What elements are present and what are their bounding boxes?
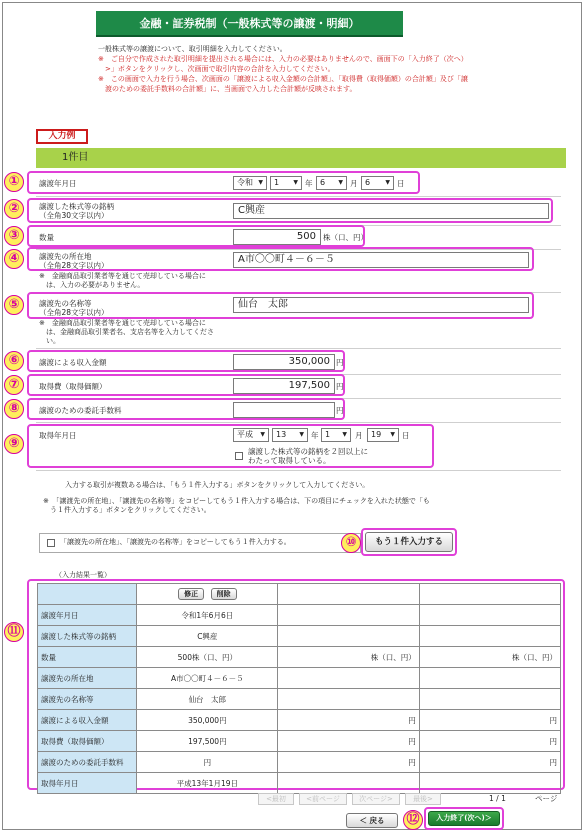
buyer-name-label: 譲渡先の名称等: [39, 299, 92, 308]
buyer-name-note: ※ 金融商品取引業者等を通じて売却している場合に: [39, 319, 206, 327]
acquisition-era-select[interactable]: 平成 ▼: [233, 428, 269, 442]
section-header: 1件目: [36, 148, 566, 168]
proceeds-label: 譲渡による収入金額: [39, 358, 107, 367]
buyer-name-note: は、金融商品取引業者名、支店名等を入力してくださ: [39, 328, 214, 336]
intro-note: ※ この画面で入力を行う場合、次画面の「譲渡による収入金額の合計額」、「取得費（取得価額）の合計額」及び「譲: [98, 75, 468, 83]
next-page-button[interactable]: 次ページ>: [352, 793, 400, 805]
table-cell: [278, 626, 419, 647]
page-frame: [2, 2, 582, 830]
acquisition-day-select[interactable]: 19 ▼: [367, 428, 399, 442]
stock-name-label: 譲渡した株式等の銘柄: [39, 202, 114, 211]
marker-5: ⑤: [4, 295, 24, 315]
example-label: 入力例: [36, 129, 88, 144]
intro-note: ※ ご自分で作成された取引明細を提出される場合には、入力の必要はありませんので、画面下の「入力終了（次へ）: [98, 55, 468, 63]
table-cell: 197,500円: [137, 731, 278, 752]
commission-input[interactable]: [233, 402, 335, 418]
cost-unit: 円: [336, 382, 344, 391]
intro-note: 渡のための委託手数料の合計額」に、当画面で入力した合計額が反映されます。: [98, 85, 357, 93]
marker-7: ⑦: [4, 375, 24, 395]
table-cell: 円: [419, 752, 560, 773]
table-cell: [419, 689, 560, 710]
buyer-address-label: 譲渡先の所在地: [39, 252, 92, 261]
table-row: [38, 731, 561, 752]
table-row: [38, 584, 561, 605]
table-cell: [419, 668, 560, 689]
marker-8: ⑧: [4, 399, 24, 419]
buyer-address-note: ※ 金融商品取引業者等を通じて売却している場合に: [39, 272, 206, 280]
results-table: [37, 583, 561, 794]
chevron-down-icon: ▼: [385, 179, 390, 186]
table-cell: 株（口、円）: [419, 647, 560, 668]
commission-unit: 円: [336, 406, 344, 415]
table-cell: [419, 773, 560, 794]
buyer-address-note: は、入力の必要がありません。: [39, 281, 145, 289]
add-another-button[interactable]: もう１件入力する: [365, 532, 453, 552]
table-cell: 仙台 太郎: [137, 689, 278, 710]
table-row: [38, 710, 561, 731]
quantity-input[interactable]: 500: [233, 229, 321, 245]
table-cell: [278, 689, 419, 710]
month-unit: 月: [350, 179, 358, 188]
transfer-date-label: 譲渡年月日: [39, 179, 77, 188]
year-unit: 年: [305, 179, 313, 188]
table-cell: 350,000円: [137, 710, 278, 731]
buyer-name-input[interactable]: 仙台 太郎: [233, 297, 529, 313]
transfer-era-select[interactable]: 令和 ▼: [233, 176, 267, 190]
copy-label: 「譲渡先の所在地」、「譲渡先の名称等」をコピーしてもう１件入力する。: [60, 538, 291, 546]
table-row: [38, 689, 561, 710]
table-row: [38, 605, 561, 626]
row-header: 譲渡年月日: [38, 605, 137, 626]
marker-6: ⑥: [4, 351, 24, 371]
first-page-button[interactable]: <最初: [258, 793, 294, 805]
chevron-down-icon: ▼: [338, 179, 343, 186]
buyer-address-input[interactable]: A市〇〇町４－６－５: [233, 252, 529, 268]
page-title: 金融・証券税制（一般株式等の譲渡・明細）: [96, 11, 403, 37]
row-header: 譲渡のための委託手数料: [38, 752, 137, 773]
table-cell: [38, 584, 137, 605]
table-cell: 円: [278, 731, 419, 752]
transfer-month-select[interactable]: 6 ▼: [316, 176, 347, 190]
table-cell: [419, 626, 560, 647]
last-page-button[interactable]: 最後>: [405, 793, 441, 805]
chevron-down-icon: ▼: [390, 431, 395, 438]
stock-name-sublabel: （全角30文字以内）: [39, 211, 109, 220]
page-indicator: 1 / 1: [489, 794, 506, 803]
row-header: 譲渡による収入金額: [38, 710, 137, 731]
prev-page-button[interactable]: <前ページ: [299, 793, 347, 805]
table-cell: 円: [278, 752, 419, 773]
finish-next-button[interactable]: 入力終了(次へ)＞: [428, 811, 500, 826]
edit-button[interactable]: 修正: [178, 588, 204, 600]
table-row: [38, 626, 561, 647]
table-cell: C興産: [137, 626, 278, 647]
stock-name-input[interactable]: C興産: [233, 203, 549, 219]
copy-checkbox[interactable]: [47, 539, 55, 547]
divider: [36, 470, 561, 471]
table-row: [38, 668, 561, 689]
page-label: ページ: [535, 794, 558, 803]
intro-text: 一般株式等の譲渡について、取引明細を入力してください。: [98, 45, 287, 53]
table-cell: [278, 584, 419, 605]
proceeds-unit: 円: [336, 358, 344, 367]
results-title: （入力結果一覧）: [55, 571, 111, 579]
acquisition-year-select[interactable]: 13 ▼: [272, 428, 308, 442]
quantity-unit: 株（口、円）: [323, 233, 368, 242]
marker-11: ⑪: [4, 622, 24, 642]
more-note: う１件入力する」ボタンをクリックしてください。: [43, 506, 211, 514]
table-cell: A市〇〇町４－６－５: [137, 668, 278, 689]
day-unit: 日: [397, 179, 405, 188]
transfer-year-select[interactable]: 1 ▼: [270, 176, 302, 190]
multi-acquisition-label: 譲渡した株式等の銘柄を２回以上に: [248, 447, 368, 456]
back-button[interactable]: ＜ 戻る: [346, 813, 398, 828]
buyer-address-sublabel: （全角28文字以内）: [39, 261, 109, 270]
marker-3: ③: [4, 226, 24, 246]
row-header: 譲渡した株式等の銘柄: [38, 626, 137, 647]
quantity-label: 数量: [39, 233, 54, 242]
intro-note: >」ボタンをクリックし、次画面で取引内容の合計を入力してください。: [98, 65, 335, 73]
row-header: 譲渡先の名称等: [38, 689, 137, 710]
commission-label: 譲渡のための委託手数料: [39, 406, 122, 415]
row-header: 取得費（取得価額）: [38, 731, 137, 752]
chevron-down-icon: ▼: [258, 179, 263, 186]
row-header: 譲渡先の所在地: [38, 668, 137, 689]
cost-label: 取得費（取得価額）: [39, 382, 107, 391]
day-unit: 日: [402, 431, 410, 440]
chevron-down-icon: ▼: [299, 431, 304, 438]
row-header: 数量: [38, 647, 137, 668]
cost-input[interactable]: 197,500: [233, 378, 335, 394]
marker-4: ④: [4, 249, 24, 269]
table-cell: [278, 668, 419, 689]
divider: [36, 422, 561, 423]
acquisition-month-select[interactable]: 1 ▼: [321, 428, 351, 442]
table-cell: 平成13年1月19日: [137, 773, 278, 794]
delete-button[interactable]: 削除: [211, 588, 237, 600]
proceeds-input[interactable]: 350,000: [233, 354, 335, 370]
chevron-down-icon: ▼: [293, 179, 298, 186]
month-unit: 月: [355, 431, 363, 440]
multi-acquisition-checkbox[interactable]: [235, 452, 243, 460]
table-cell: [419, 605, 560, 626]
buyer-name-sublabel: （全角28文字以内）: [39, 308, 109, 317]
more-note: ※ 「譲渡先の所在地」、「譲渡先の名称等」をコピーしてもう１件入力する場合は、下の項目にチェックを入れた状態で「も: [43, 497, 430, 505]
row-header: 取得年月日: [38, 773, 137, 794]
chevron-down-icon: ▼: [342, 431, 347, 438]
divider: [36, 348, 561, 349]
acquisition-date-label: 取得年月日: [39, 431, 77, 440]
table-cell: [137, 584, 278, 605]
table-row: [38, 752, 561, 773]
table-cell: 円: [419, 710, 560, 731]
table-cell: [419, 584, 560, 605]
table-cell: [278, 773, 419, 794]
table-cell: 株（口、円）: [278, 647, 419, 668]
more-hint: 入力する取引が複数ある場合は、「もう１件入力する」ボタンをクリックして入力してください。: [65, 481, 370, 489]
marker-9: ⑨: [4, 434, 24, 454]
table-cell: 円: [137, 752, 278, 773]
marker-1: ①: [4, 172, 24, 192]
table-cell: 500株（口、円）: [137, 647, 278, 668]
table-cell: 円: [419, 731, 560, 752]
marker-2: ②: [4, 199, 24, 219]
multi-acquisition-label: わたって取得している。: [248, 456, 331, 465]
year-unit: 年: [311, 431, 319, 440]
transfer-day-select[interactable]: 6 ▼: [361, 176, 394, 190]
divider: [36, 196, 561, 197]
table-row: [38, 773, 561, 794]
table-cell: [278, 605, 419, 626]
buyer-name-note: い。: [39, 337, 60, 345]
table-cell: 令和1年6月6日: [137, 605, 278, 626]
marker-10: ⑩: [341, 533, 361, 553]
table-cell: 円: [278, 710, 419, 731]
marker-12: ⑫: [403, 810, 423, 830]
chevron-down-icon: ▼: [260, 431, 265, 438]
table-row: [38, 647, 561, 668]
